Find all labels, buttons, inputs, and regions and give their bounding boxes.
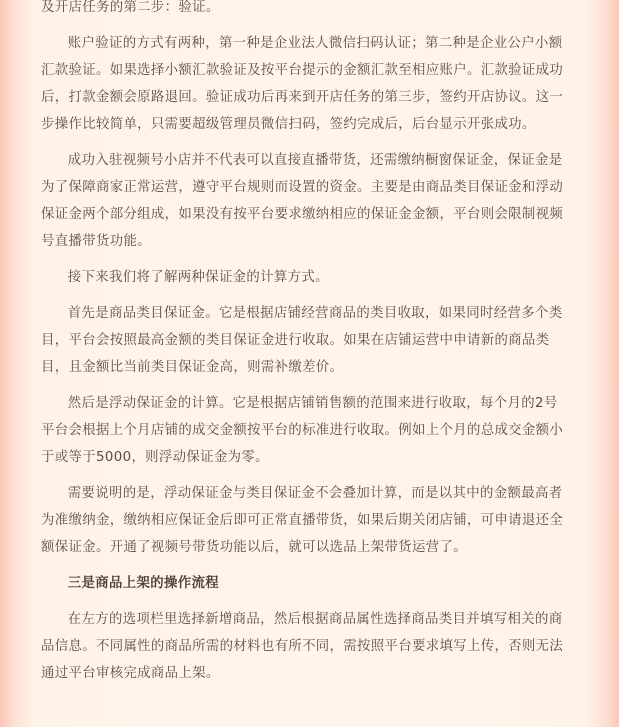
article-body — [41, 0, 571, 696]
article-paragraph: 及开店任务的第二步：验证。 — [41, 0, 220, 15]
article-paragraph: 然后是浮动保证金的计算。它是根据店铺销售额的范围来进行收取，每个月的2号平台会根据上个月店铺的成交金额按平台的标准进行收取。例如上个月的总成交金额小于或等于5000，则浮动保证金为零。 — [41, 396, 564, 465]
article-paragraph: 在左方的选项栏里选择新增商品，然后根据商品属性选择商品类目并填写相关的商品信息。不同属性的商品所需的材料也有所不同，需按照平台要求填写上传，否则无法通过平台审核完成商品上架。 — [41, 612, 564, 681]
section-heading: 三是商品上架的操作流程 — [67, 576, 219, 591]
article-paragraph: 需要说明的是，浮动保证金与类目保证金不会叠加计算，而是以其中的金额最高者为准缴纳金，缴纳相应保证金后即可正常直播带货，如果后期关闭店铺，可申请退还全额保证金。开通了视频号带货功能以后，就可以选品上架带货运营了。 — [41, 486, 564, 555]
article-paragraph: 接下来我们将了解两种保证金的计算方式。 — [67, 270, 329, 285]
article-paragraph: 成功入驻视频号小店并不代表可以直接直播带货，还需缴纳橱窗保证金，保证金是为了保障商家正常运营，遵守平台规则而设置的资金。主要是由商品类目保证金和浮动保证金两个部分组成，如果没有按平台要求缴纳相应的保证金金额，平台则会限制视频号直播带货功能。 — [41, 153, 564, 249]
article-paragraph: 首先是商品类目保证金。它是根据店铺经营商品的类目收取，如果同时经营多个类目，平台会按照最高金额的类目保证金进行收取。如果在店铺运营中申请新的商品类目，且金额比当前类目保证金高，则需补缴差价。 — [41, 306, 563, 375]
article-paragraph: 账户验证的方式有两种，第一种是企业法人微信扫码认证；第二种是企业公户小额汇款验证。如果选择小额汇款验证及按平台提示的金额汇款至相应账户。汇款验证成功后，打款金额会原路退回。验证成功后再来到开店任务的第三步，签约开店协议。这一步操作比较简单，只需要超级管理员微信扫码，签约完成后，后台显示开张成功。 — [41, 36, 564, 132]
